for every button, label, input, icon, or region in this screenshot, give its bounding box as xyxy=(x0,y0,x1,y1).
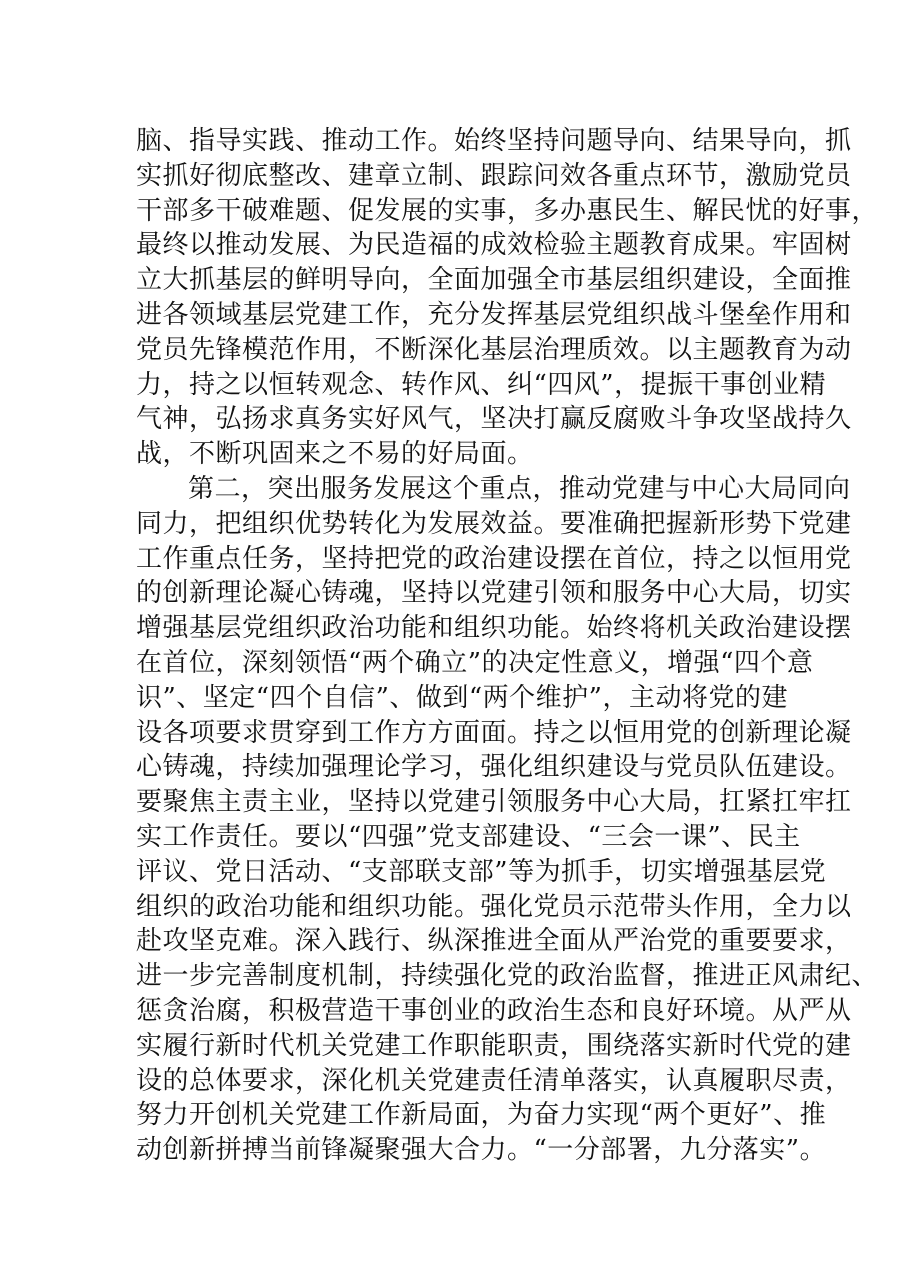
text-line: 工作重点任务，坚持把党的政治建设摆在首位，持之以恒用党 xyxy=(136,543,852,574)
text-line: 气神，弘扬求真务实好风气，坚决打赢反腐败斗争攻坚战持久 xyxy=(136,404,852,435)
text-line: 实抓好彻底整改、建章立制、跟踪问效各重点环节，激励党员 xyxy=(136,160,852,191)
text-line: 立大抓基层的鲜明导向，全面加强全市基层组织建设，全面推 xyxy=(136,265,852,296)
text-line: 第二，突出服务发展这个重点，推动党建与中心大局同向 xyxy=(188,473,851,504)
paragraph xyxy=(136,124,879,472)
text-line: 进一步完善制度机制，持续强化党的政治监督，推进正风肃纪、 xyxy=(136,961,879,992)
text-line: 实履行新时代机关党建工作职能职责，围绕落实新时代党的建 xyxy=(136,1030,852,1061)
text-line: 进各领域基层党建工作，充分发挥基层党组织战斗堡垒作用和 xyxy=(136,299,852,330)
text-line: 评议、党日活动、“支部联支部”等为抓手，切实增强基层党 xyxy=(136,856,827,887)
document-body xyxy=(136,124,879,1168)
text-line: 干部多干破难题、促发展的实事，多办惠民生、解民忧的好事， xyxy=(136,195,879,226)
text-line: 在首位，深刻领悟“两个确立”的决定性意义，增强“四个意 xyxy=(136,647,814,678)
text-line: 党员先锋模范作用，不断深化基层治理质效。以主题教育为动 xyxy=(136,334,852,365)
text-line: 设各项要求贯穿到工作方方面面。持之以恒用党的创新理论凝 xyxy=(136,717,852,748)
text-line: 组织的政治功能和组织功能。强化党员示范带头作用，全力以 xyxy=(136,891,852,922)
text-line: 设的总体要求，深化机关党建责任清单落实，认真履职尽责， xyxy=(136,1065,852,1096)
text-line: 要聚焦主责主业，坚持以党建引领服务中心大局，扛紧扛牢扛 xyxy=(136,787,852,818)
text-line: 赴攻坚克难。深入践行、纵深推进全面从严治党的重要要求， xyxy=(136,926,852,957)
text-line: 的创新理论凝心铸魂，坚持以党建引领和服务中心大局，切实 xyxy=(136,578,852,609)
text-line: 动创新拼搏当前锋凝聚强大合力。“一分部署，九分落实”。 xyxy=(136,1135,827,1166)
text-line: 心铸魂，持续加强理论学习，强化组织建设与党员队伍建设。 xyxy=(136,752,852,783)
text-line: 最终以推动发展、为民造福的成效检验主题教育成果。牢固树 xyxy=(136,230,852,261)
text-line: 力，持之以恒转观念、转作风、纠“四风”，提振干事创业精 xyxy=(136,369,827,400)
paragraph xyxy=(136,472,879,1168)
text-line: 努力开创机关党建工作新局面，为奋力实现“两个更好”、推 xyxy=(136,1100,827,1131)
text-line: 战，不断巩固来之不易的好局面。 xyxy=(136,439,534,470)
text-line: 识”、坚定“四个自信”、做到“两个维护”，主动将党的建 xyxy=(136,682,788,713)
text-line: 实工作责任。要以“四强”党支部建设、“三会一课”、民主 xyxy=(136,821,801,852)
text-line: 增强基层党组织政治功能和组织功能。始终将机关政治建设摆 xyxy=(136,613,852,644)
text-line: 脑、指导实践、推动工作。始终坚持问题导向、结果导向，抓 xyxy=(136,126,852,156)
text-line: 同力，把组织优势转化为发展效益。要准确把握新形势下党建 xyxy=(136,508,852,539)
text-line: 惩贪治腐，积极营造干事创业的政治生态和良好环境。从严从 xyxy=(136,995,852,1026)
